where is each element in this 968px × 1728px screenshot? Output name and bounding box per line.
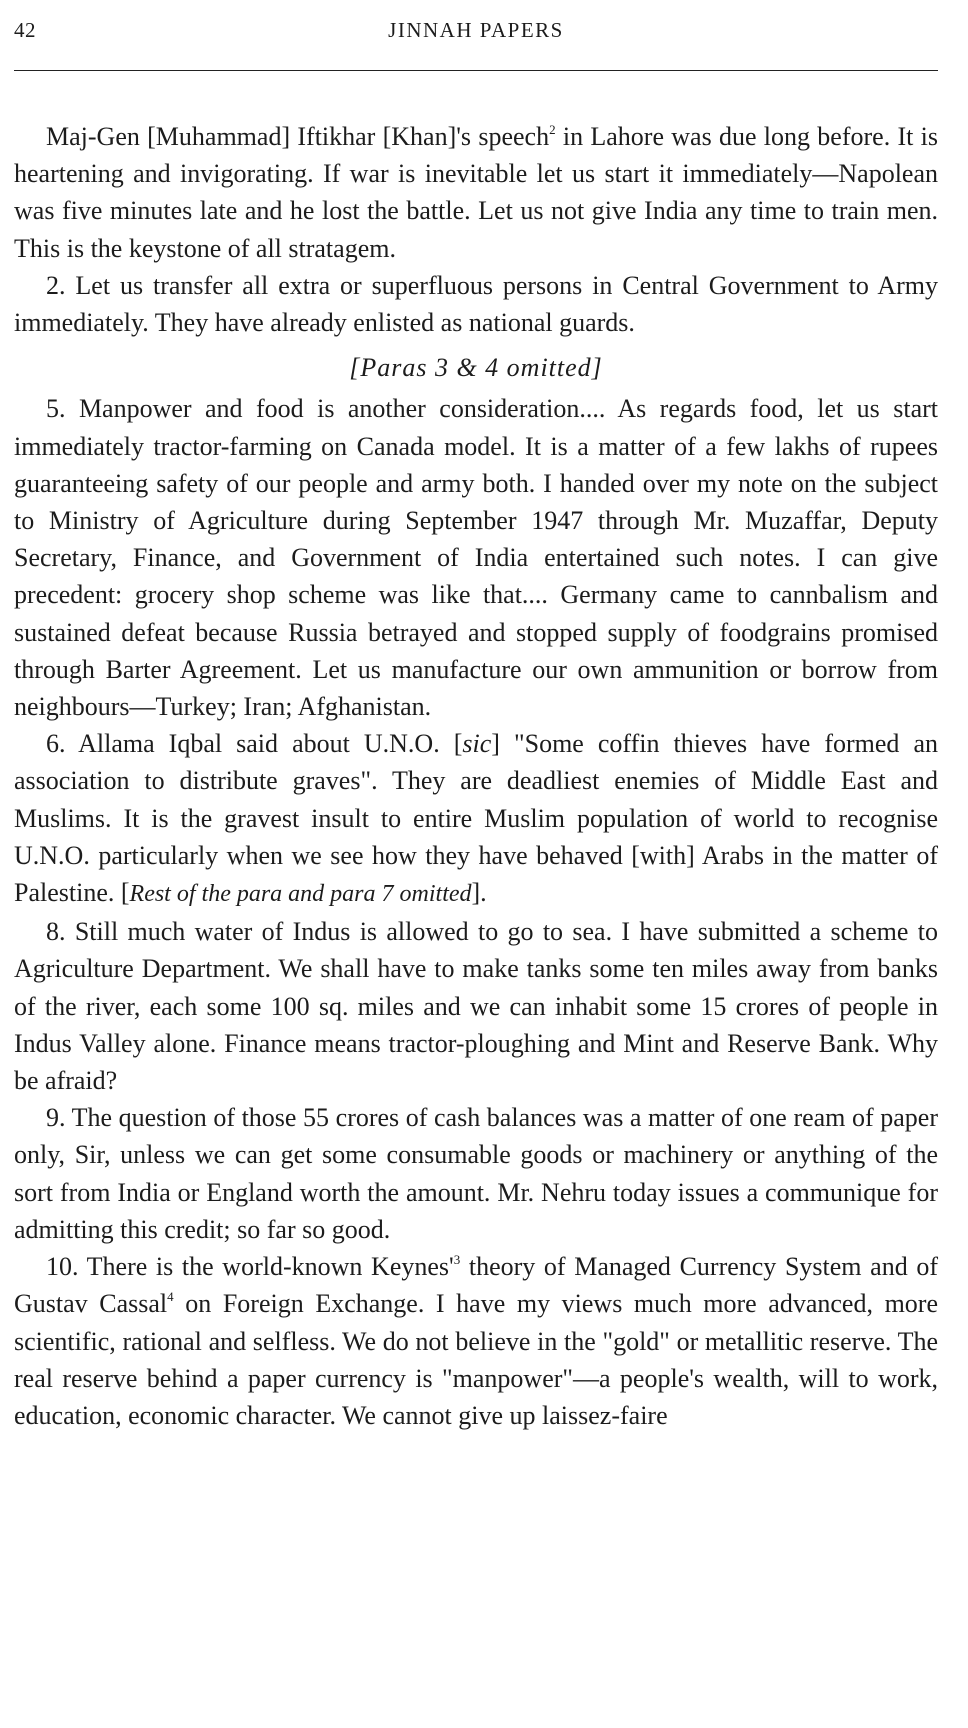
paragraph-6-text-b: ] "Some coffin thieves have formed an association to distribute graves". They are deadliest enemies of Middle East and Muslims. It is the gravest insult to entire Muslim population of world to recognise U.N.O. particularly when we see how they have behaved [with] Arabs in the matter of Palestine. [ xyxy=(14,729,938,908)
page-number: 42 xyxy=(14,18,36,42)
paragraph-1-text-b: in Lahore was due long before. It is heartening and invigorating. If war is inevitable let us start it immediately—Napolean was five minutes late and he lost the battle. Let us not give India any time to train men. This is the keystone of all stratagem. xyxy=(14,122,938,263)
footnote-ref-4: 4 xyxy=(167,1289,174,1305)
paragraph-10-text-c: on Foreign Exchange. I have my views much more advanced, more scientific, rational and selfless. We do not believe in the "gold" or metallitic reserve. The real reserve behind a paper currency is "manpower"—a people's wealth, will to work, education, economic character. We cannot give up laissez-faire xyxy=(14,1289,938,1430)
paragraph-6-text-c: ]. xyxy=(471,878,487,908)
paragraph-10-text-a: 10. There is the world-known Keynes' xyxy=(46,1252,454,1282)
editorial-omission-note: Rest of the para and para 7 omitted xyxy=(129,881,472,908)
paragraph-6 xyxy=(14,725,938,913)
footnote-ref-3: 3 xyxy=(453,1252,461,1268)
paragraph-6-text-a: 6. Allama Iqbal said about U.N.O. [ xyxy=(46,729,463,759)
paragraph-10 xyxy=(14,1248,938,1434)
paragraph-1-text-a: Maj-Gen [Muhammad] Iftikhar [Khan]'s speech xyxy=(46,122,550,151)
omitted-note: [Paras 3 & 4 omitted] xyxy=(349,353,603,383)
running-head xyxy=(14,18,938,48)
paragraph-1 xyxy=(14,118,938,267)
header-rule xyxy=(14,70,938,71)
sic-note: sic xyxy=(462,729,492,759)
footnote-ref-2: 2 xyxy=(549,122,556,137)
paragraph-9: 9. The question of those 55 crores of cash balances was a matter of one ream of paper only, Sir, unless we can get some consumable goods or machinery or anything of the sort from India or England worth the amount. Mr. Nehru today issues a communique for admitting this credit; so far so good. xyxy=(14,1103,938,1244)
paragraph-10-text-b: theory of Managed Currency System and of Gustav Cassal xyxy=(14,1252,938,1319)
running-title: JINNAH PAPERS xyxy=(388,18,564,42)
paragraph-8: 8. Still much water of Indus is allowed to go to sea. I have submitted a scheme to Agriculture Department. We shall have to make tanks some ten miles away from banks of the river, each some 100 sq. miles and we can inhabit some 15 crores of people in Indus Valley alone. Finance means tractor-ploughing and Mint and Reserve Bank. Why be afraid? xyxy=(14,917,938,1096)
paragraph-5: 5. Manpower and food is another consideration.... As regards food, let us start immediately tractor-farming on Canada model. It is a matter of a few lakhs of rupees guaranteeing safety of our people and army both. I handed over my note on the subject to Ministry of Agriculture during September 1947 through Mr. Muzaffar, Deputy Secretary, Finance, and Government of India entertained such notes. I can give precedent: grocery shop scheme was like that.... Germany came to cannbalism and sustained defeat because Russia betrayed and stopped supply of foodgrains promised through Barter Agreement. Let us manufacture our own ammunition or borrow from neighbours—Turkey; Iran; Afghanistan. xyxy=(14,394,938,722)
paragraph-2: 2. Let us transfer all extra or superfluous persons in Central Government to Army immediately. They have already enlisted as national guards. xyxy=(14,270,938,338)
body-text xyxy=(14,118,938,1434)
